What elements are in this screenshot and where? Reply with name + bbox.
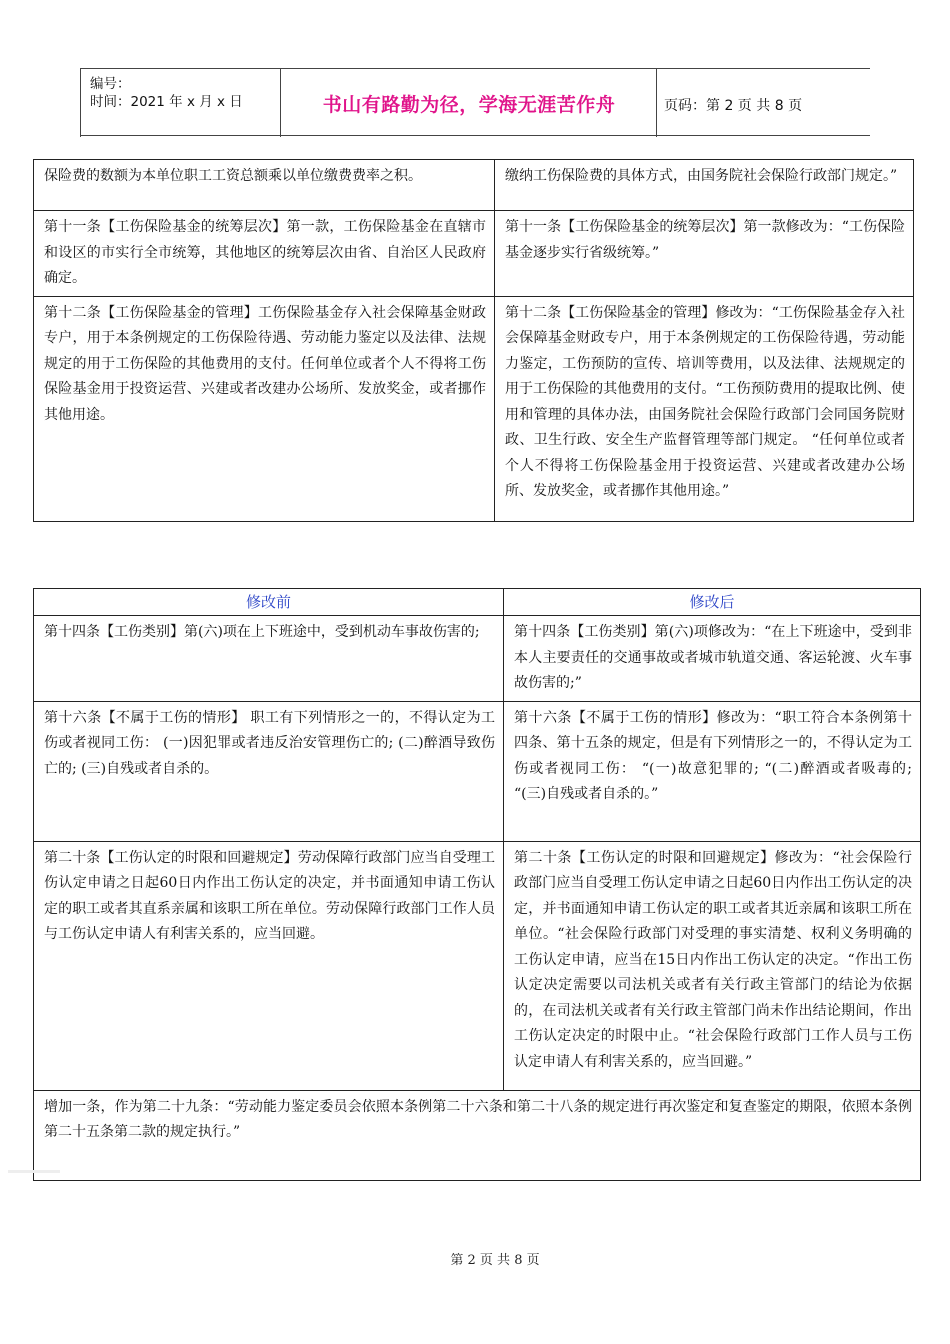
header-motto: 书山有路勤为径，学海无涯苦作舟 (322, 93, 616, 116)
before-text-cell: 第二十条【工伤认定的时限和回避规定】劳动保障行政部门应当自受理工伤认定申请之日起60日内作出工伤认定的决定，并书面通知申请工伤认定的职工或者其直系亲属和该职工所在单位。劳动保障行政部门工作人员与工伤认定申请人有利害关系的，应当回避。 (34, 841, 504, 1090)
page-edge-mark (8, 1170, 60, 1173)
document-date-label: 时间：2021 年 x 月 x 日 (90, 94, 243, 110)
table-header-row (34, 589, 921, 616)
before-text-cell: 第十六条【不属于工伤的情形】 职工有下列情形之一的，不得认定为工伤或者视同工伤： (一)因犯罪或者违反治安管理伤亡的; (二)醉酒导致伤亡的; (三)自残或者自杀的。 (34, 701, 504, 841)
header-page-number: 页码：第 2 页 共 8 页 (664, 98, 803, 114)
table-row (34, 211, 914, 297)
table-row (34, 1090, 921, 1180)
after-text-cell: 第十四条【工伤类别】第(六)项修改为：“在上下班途中，受到非本人主要责任的交通事故或者城市轨道交通、客运轮渡、火车事故伤害的;” (504, 616, 921, 702)
added-article-cell: 增加一条，作为第二十九条：“劳动能力鉴定委员会依照本条例第二十六条和第二十八条的规定进行再次鉴定和复查鉴定的期限，依照本条例第二十五条第二款的规定执行。” (34, 1090, 921, 1180)
after-text-cell: 缴纳工伤保险费的具体方式，由国务院社会保险行政部门规定。” (495, 160, 914, 211)
column-header-after: 修改后 (504, 589, 921, 616)
after-text-cell: 第十六条【不属于工伤的情形】修改为：“职工符合本条例第十四条、第十五条的规定，但是有下列情形之一的，不得认定为工伤或者视同工伤： “(一)故意犯罪的; “(二)醉酒或者吸毒的; “(三)自残或者自杀的。” (504, 701, 921, 841)
before-text-cell: 第十四条【工伤类别】第(六)项在上下班途中，受到机动车事故伤害的; (34, 616, 504, 702)
after-text-cell: 第十一条【工伤保险基金的统筹层次】第一款修改为：“工伤保险基金逐步实行省级统筹。” (495, 211, 914, 297)
column-header-before: 修改前 (34, 589, 504, 616)
after-text-cell: 第二十条【工伤认定的时限和回避规定】修改为：“社会保险行政部门应当自受理工伤认定申请之日起60日内作出工伤认定的决定，并书面通知申请工伤认定的职工或者其近亲属和该职工所在单位。“社会保险行政部门对受理的事实清楚、权利义务明确的工伤认定申请，应当在15日内作出工伤认定的决定。“作出工伤认定决定需要以司法机关或者有关行政主管部门的结论为依据的，在司法机关或者有关行政主管部门尚未作出结论期间，作出工伤认定决定的时限中止。“社会保险行政部门工作人员与工伤认定申请人有利害关系的，应当回避。” (504, 841, 921, 1090)
header-divider (80, 69, 81, 137)
table-row (34, 701, 921, 841)
header-divider (280, 69, 281, 137)
before-text-cell: 第十一条【工伤保险基金的统筹层次】第一款，工伤保险基金在直辖市和设区的市实行全市统筹，其他地区的统筹层次由省、自治区人民政府确定。 (34, 211, 495, 297)
page-footer: 第 2 页 共 8 页 (450, 1253, 540, 1268)
before-text-cell: 第十二条【工伤保险基金的管理】工伤保险基金存入社会保障基金财政专户，用于本条例规定的工伤保险待遇、劳动能力鉴定以及法律、法规规定的用于工伤保险的其他费用的支付。任何单位或者个人不得将工伤保险基金用于投资运营、兴建或者改建办公场所、发放奖金，或者挪作其他用途。 (34, 296, 495, 521)
header-meta (90, 75, 243, 111)
amendment-comparison-table (33, 588, 921, 1181)
table-row (34, 160, 914, 211)
before-text-cell: 保险费的数额为本单位职工工资总额乘以单位缴费费率之积。 (34, 160, 495, 211)
page-header (80, 68, 870, 136)
table-row (34, 841, 921, 1090)
document-number-label: 编号： (90, 76, 131, 92)
amendment-table-continued (33, 159, 914, 522)
after-text-cell: 第十二条【工伤保险基金的管理】修改为：“工伤保险基金存入社会保障基金财政专户，用于本条例规定的工伤保险待遇，劳动能力鉴定，工伤预防的宣传、培训等费用，以及法律、法规规定的用于工伤保险的其他费用的支付。“工伤预防费用的提取比例、使用和管理的具体办法，由国务院社会保险行政部门会同国务院财政、卫生行政、安全生产监督管理等部门规定。 “任何单位或者个人不得将工伤保险基金用于投资运营、兴建或者改建办公场所、发放奖金，或者挪作其他用途。” (495, 296, 914, 521)
table-row (34, 616, 921, 702)
header-divider (656, 69, 657, 137)
table-row (34, 296, 914, 521)
